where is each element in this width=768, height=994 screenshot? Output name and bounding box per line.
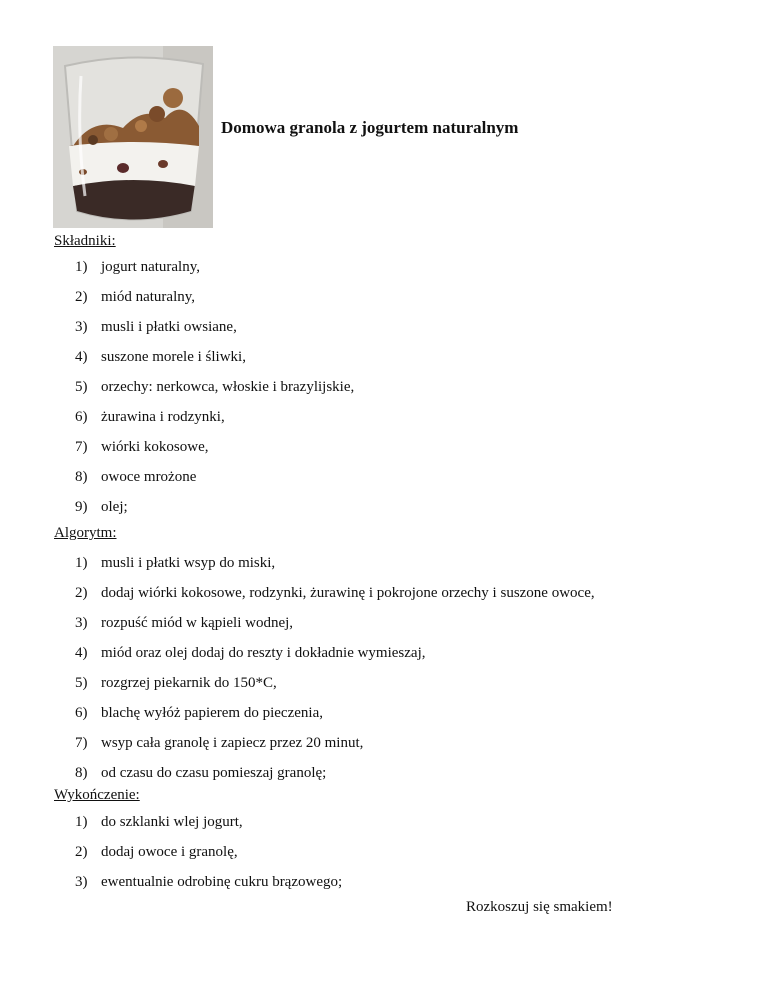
list-item-text: dodaj owoce i granolę, — [101, 844, 238, 860]
list-item-number: 2) — [75, 585, 88, 601]
recipe-title: Domowa granola z jogurtem naturalnym — [221, 118, 519, 137]
ingredients-heading: Składniki: — [54, 233, 116, 249]
list-item-number: 3) — [75, 874, 88, 890]
list-item-number: 7) — [75, 439, 88, 455]
list-item-number: 2) — [75, 289, 88, 305]
list-item-text: od czasu do czasu pomieszaj granolę; — [101, 765, 327, 781]
list-item-text: wiórki kokosowe, — [101, 439, 209, 455]
list-item-text: musli i płatki owsiane, — [101, 319, 237, 335]
list-item-number: 7) — [75, 735, 88, 751]
list-item-number: 5) — [75, 675, 88, 691]
list-item-text: owoce mrożone — [101, 469, 197, 485]
list-item-text: dodaj wiórki kokosowe, rodzynki, żurawinę i pokrojone orzechy i suszone owoce, — [101, 585, 595, 601]
list-item-text: miód naturalny, — [101, 289, 196, 305]
list-item-number: 4) — [75, 645, 88, 661]
list-item-text: do szklanki wlej jogurt, — [101, 814, 243, 830]
list-item-text: blachę wyłóż papierem do pieczenia, — [101, 705, 323, 721]
list-item-text: rozpuść miód w kąpieli wodnej, — [101, 615, 294, 631]
list-item-text: musli i płatki wsyp do miski, — [101, 555, 276, 571]
list-item-number: 8) — [75, 765, 88, 781]
list-item-text: suszone morele i śliwki, — [101, 349, 246, 365]
list-item-number: 3) — [75, 615, 88, 631]
list-item-text: żurawina i rodzynki, — [101, 409, 225, 425]
closing-text: Rozkoszuj się smakiem! — [466, 899, 613, 915]
algorithm-heading: Algorytm: — [54, 525, 117, 541]
finishing-heading: Wykończenie: — [54, 787, 140, 803]
list-item-number: 6) — [75, 409, 88, 425]
list-item-number: 3) — [75, 319, 88, 335]
list-item-number: 5) — [75, 379, 88, 395]
list-item-text: wsyp cała granolę i zapiecz przez 20 minut, — [101, 735, 364, 751]
list-item-text: ewentualnie odrobinę cukru brązowego; — [101, 874, 343, 890]
list-item-number: 1) — [75, 259, 88, 275]
list-item-number: 6) — [75, 705, 88, 721]
list-item-number: 4) — [75, 349, 88, 365]
list-item-text: orzechy: nerkowca, włoskie i brazylijskie, — [101, 379, 355, 395]
list-item-number: 9) — [75, 499, 88, 515]
granola-glass-image — [53, 46, 213, 228]
list-item-number: 8) — [75, 469, 88, 485]
granola-photo — [53, 46, 213, 228]
list-item-number: 2) — [75, 844, 88, 860]
list-item-text: rozgrzej piekarnik do 150*C, — [101, 675, 277, 691]
list-item-number: 1) — [75, 814, 88, 830]
list-item-text: miód oraz olej dodaj do reszty i dokładnie wymieszaj, — [101, 645, 426, 661]
list-item-text: olej; — [101, 499, 128, 515]
list-item-text: jogurt naturalny, — [101, 259, 201, 275]
list-item-number: 1) — [75, 555, 88, 571]
